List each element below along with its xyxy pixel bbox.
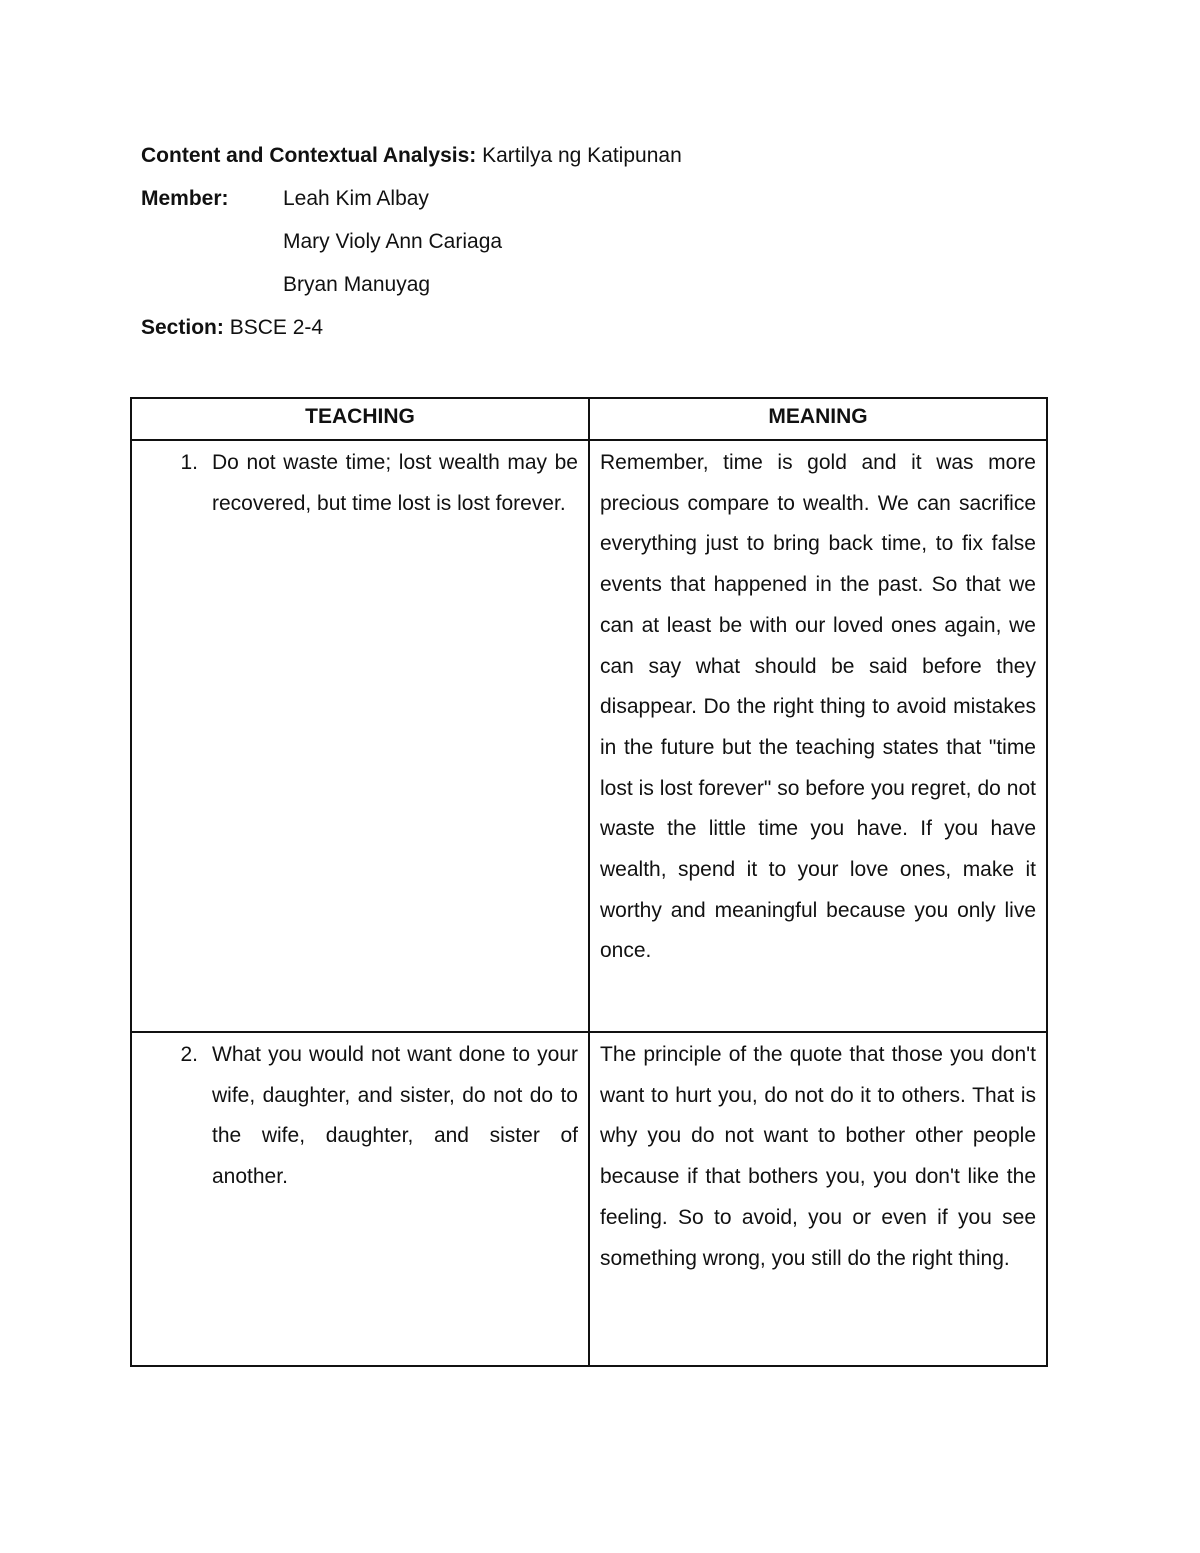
document-header — [141, 140, 1061, 355]
member-name: Bryan Manuyag — [283, 273, 431, 296]
title-value: Kartilya ng Katipunan — [482, 144, 682, 167]
column-header-meaning: MEANING — [589, 398, 1047, 440]
teaching-text: What you would not want done to your wife, daughter, and sister, do not do to the wife, daughter, and sister of another. — [212, 1043, 578, 1189]
meaning-cell: Remember, time is gold and it was more precious compare to wealth. We can sacrifice everything just to bring back time, to fix false events that happened in the past. So that we can at least be with our loved ones again, we can say what should be said before they disappear. Do the right thing to avoid mistakes in the future but the teaching states that "time lost is lost forever" so before you regret, do not waste the little time you have. If you have wealth, spend it to your love ones, make it worthy and meaningful because you only live once. — [589, 440, 1047, 1032]
section-value: BSCE 2-4 — [229, 316, 324, 339]
teaching-meaning-table — [130, 397, 1048, 1367]
teaching-number: 2. — [180, 1043, 198, 1066]
member-name: Mary Violy Ann Cariaga — [283, 230, 503, 253]
member-line — [141, 226, 1061, 269]
section-line — [141, 312, 1061, 355]
member-line — [141, 183, 1061, 226]
teaching-cell — [131, 1032, 589, 1366]
column-header-teaching: TEACHING — [131, 398, 589, 440]
table-row — [131, 440, 1047, 1032]
title-line — [141, 140, 1061, 183]
teaching-number: 1. — [180, 451, 198, 474]
teaching-cell — [131, 440, 589, 1032]
section-label: Section: — [141, 316, 224, 339]
meaning-cell: The principle of the quote that those you don't want to hurt you, do not do it to others. That is why you do not want to bother other people because if that bothers you, you don't like the feeling. So to avoid, you or even if you see something wrong, you still do the right thing. — [589, 1032, 1047, 1366]
member-line — [141, 269, 1061, 312]
member-name: Leah Kim Albay — [283, 187, 429, 210]
table-row — [131, 1032, 1047, 1366]
title-label: Content and Contextual Analysis: — [141, 144, 477, 167]
member-label: Member: — [141, 187, 229, 210]
table-header-row — [131, 398, 1047, 440]
teaching-text: Do not waste time; lost wealth may be recovered, but time lost is lost forever. — [212, 451, 578, 515]
